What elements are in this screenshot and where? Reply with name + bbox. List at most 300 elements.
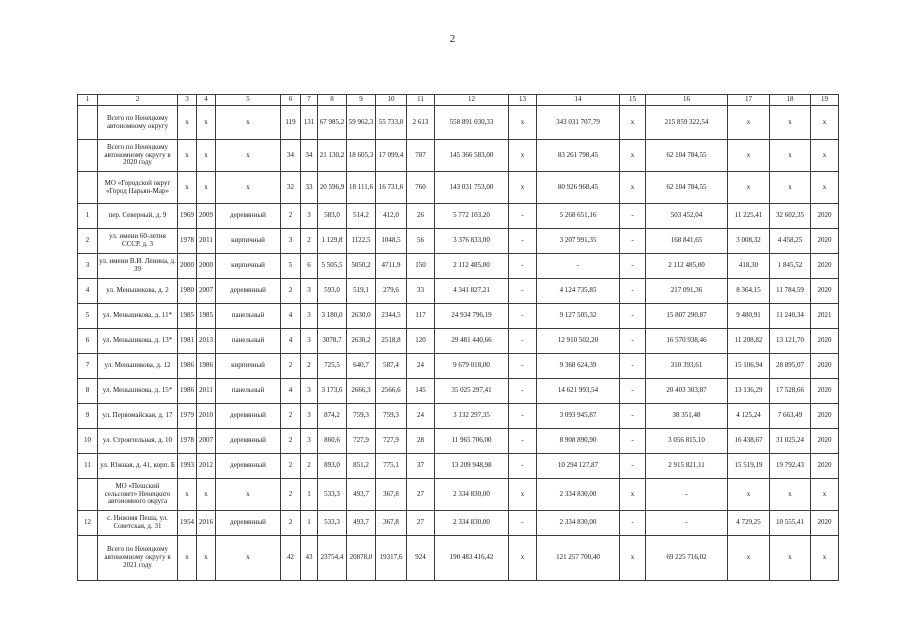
table-cell: 34: [281, 140, 301, 172]
table-cell: 121 257 700,40: [537, 536, 620, 581]
table-cell: 2020: [811, 329, 839, 354]
table-cell: 493,7: [347, 479, 376, 511]
table-cell: х: [216, 479, 281, 511]
table-cell: 2016: [197, 511, 216, 536]
table-row: [78, 429, 839, 454]
table-cell: 8: [78, 379, 98, 404]
table-cell: 519,1: [347, 279, 376, 304]
table-cell: 533,3: [318, 479, 347, 511]
table-cell: -: [620, 379, 646, 404]
table-cell: 1122,5: [347, 229, 376, 254]
table-cell: 3: [301, 279, 318, 304]
table-cell: -: [509, 354, 537, 379]
table-cell: 1969: [178, 204, 197, 229]
table-cell: 1978: [178, 429, 197, 454]
table-cell: 1: [301, 511, 318, 536]
table-cell: 2518,8: [376, 329, 407, 354]
table-cell: 217 091,36: [646, 279, 728, 304]
table-cell: 5050,2: [347, 254, 376, 279]
table-cell: х: [728, 106, 770, 140]
housing-register-table: [77, 94, 839, 581]
table-cell: 20 403 303,87: [646, 379, 728, 404]
table-cell: 2 915 821,11: [646, 454, 728, 479]
table-cell: 24 934 796,19: [435, 304, 509, 329]
table-row: [78, 140, 839, 172]
table-cell: 3: [301, 204, 318, 229]
table-cell: 1: [301, 479, 318, 511]
table-cell: ул. Меньшикова, д. 2: [98, 279, 178, 304]
table-cell: [78, 479, 98, 511]
table-row: [78, 172, 839, 204]
table-cell: 3: [301, 304, 318, 329]
table-cell: -: [620, 511, 646, 536]
table-cell: 418,30: [728, 254, 770, 279]
table-cell: 16 438,67: [728, 429, 770, 454]
table-cell: 593,0: [318, 279, 347, 304]
table-cell: 9 679 018,00: [435, 354, 509, 379]
column-number: 11: [407, 95, 435, 106]
table-cell: 28 895,07: [770, 354, 811, 379]
table-cell: 2000: [178, 254, 197, 279]
table-row: [78, 229, 839, 254]
table-cell: МО «Пешский сельсовет» Ненецкого автономного округа: [98, 479, 178, 511]
table-cell: 759,3: [376, 404, 407, 429]
table-cell: 2: [281, 204, 301, 229]
table-cell: 29 481 440,66: [435, 329, 509, 354]
table-cell: 20878,0: [347, 536, 376, 581]
table-cell: -: [620, 429, 646, 454]
table-cell: х: [728, 479, 770, 511]
table-cell: 367,8: [376, 479, 407, 511]
table-cell: 367,8: [376, 511, 407, 536]
table-cell: 3078,7: [318, 329, 347, 354]
table-cell: 2 334 830,00: [435, 479, 509, 511]
table-cell: 11 208,82: [728, 329, 770, 354]
table-cell: 2: [281, 279, 301, 304]
table-cell: 775,1: [376, 454, 407, 479]
table-row: [78, 304, 839, 329]
table-cell: 19317,6: [376, 536, 407, 581]
table-cell: 2: [301, 354, 318, 379]
page-number: 2: [449, 33, 456, 45]
table-cell: деревянный: [216, 279, 281, 304]
table-cell: 37: [407, 454, 435, 479]
table-row: [78, 279, 839, 304]
table-cell: 35 025 297,41: [435, 379, 509, 404]
table-cell: х: [178, 106, 197, 140]
table-cell: х: [216, 140, 281, 172]
table-cell: 4: [281, 304, 301, 329]
column-number: 12: [435, 95, 509, 106]
table-cell: 145: [407, 379, 435, 404]
table-cell: 2: [281, 354, 301, 379]
table-cell: 12: [78, 511, 98, 536]
table-cell: х: [728, 172, 770, 204]
table-cell: 727,9: [376, 429, 407, 454]
table-cell: 893,0: [318, 454, 347, 479]
table-cell: х: [620, 479, 646, 511]
table-cell: 11 225,41: [728, 204, 770, 229]
table-cell: 1993: [178, 454, 197, 479]
table-cell: 215 859 322,54: [646, 106, 728, 140]
table-cell: 24: [407, 404, 435, 429]
table-cell: 2 613: [407, 106, 435, 140]
column-number: 6: [281, 95, 301, 106]
table-cell: 27: [407, 479, 435, 511]
table-cell: 503 452,04: [646, 204, 728, 229]
table-cell: 17 099,4: [376, 140, 407, 172]
table-cell: 759,3: [347, 404, 376, 429]
table-cell: 874,2: [318, 404, 347, 429]
table-cell: 3 173,6: [318, 379, 347, 404]
table-cell: -: [509, 229, 537, 254]
table-cell: 120: [407, 329, 435, 354]
table-cell: -: [537, 254, 620, 279]
column-number: 7: [301, 95, 318, 106]
table-cell: 2020: [811, 429, 839, 454]
table-cell: 1986: [178, 379, 197, 404]
table-cell: х: [770, 106, 811, 140]
table-cell: 2020: [811, 354, 839, 379]
table-cell: х: [509, 140, 537, 172]
column-number: 5: [216, 95, 281, 106]
table-cell: 143 031 753,00: [435, 172, 509, 204]
table-cell: 2 334 830,00: [435, 511, 509, 536]
table-cell: 4: [281, 379, 301, 404]
table-cell: кирпичный: [216, 254, 281, 279]
table-cell: 1980: [178, 279, 197, 304]
table-cell: 4 125,24: [728, 404, 770, 429]
table-cell: 5: [281, 254, 301, 279]
table-cell: 3 056 815,10: [646, 429, 728, 454]
table-cell: х: [197, 172, 216, 204]
table-cell: х: [770, 140, 811, 172]
table-cell: 10 294 127,87: [537, 454, 620, 479]
table-cell: 533,3: [318, 511, 347, 536]
table-cell: панельный: [216, 329, 281, 354]
table-cell: 1 129,8: [318, 229, 347, 254]
table-cell: 43: [301, 536, 318, 581]
table-cell: 2666,3: [347, 379, 376, 404]
table-cell: 59 962,3: [347, 106, 376, 140]
table-cell: кирпичный: [216, 229, 281, 254]
table-cell: 2020: [811, 229, 839, 254]
table-cell: 514,2: [347, 204, 376, 229]
table-cell: 2000: [197, 254, 216, 279]
table-cell: х: [197, 140, 216, 172]
table-cell: -: [509, 329, 537, 354]
column-number: 4: [197, 95, 216, 106]
table-cell: 2020: [811, 204, 839, 229]
table-cell: 343 031 707,79: [537, 106, 620, 140]
table-cell: 4: [78, 279, 98, 304]
table-cell: 20 596,9: [318, 172, 347, 204]
table-cell: 587,4: [376, 354, 407, 379]
table-cell: 2 112 485,00: [646, 254, 728, 279]
table-cell: ул. Строительная, д. 10: [98, 429, 178, 454]
table-cell: 412,0: [376, 204, 407, 229]
table-cell: х: [178, 536, 197, 581]
table-cell: 583,0: [318, 204, 347, 229]
table-cell: панельный: [216, 304, 281, 329]
table-cell: 2010: [197, 404, 216, 429]
table-cell: пер. Северный, д. 9: [98, 204, 178, 229]
table-cell: 4 458,25: [770, 229, 811, 254]
table-row: [78, 354, 839, 379]
table-cell: 38 351,48: [646, 404, 728, 429]
table-cell: 924: [407, 536, 435, 581]
table-cell: 4: [281, 329, 301, 354]
table-cell: 190 483 416,42: [435, 536, 509, 581]
table-cell: 1979: [178, 404, 197, 429]
table-cell: -: [509, 511, 537, 536]
table-cell: Всего по Ненецкому автономному округу в 2021 году: [98, 536, 178, 581]
table-cell: 168 841,65: [646, 229, 728, 254]
table-cell: 10: [78, 429, 98, 454]
table-cell: 32: [281, 172, 301, 204]
table-cell: 4 729,25: [728, 511, 770, 536]
table-cell: 2566,6: [376, 379, 407, 404]
table-cell: 3 093 945,87: [537, 404, 620, 429]
table-cell: ул. имени 60-летия СССР, д. 3: [98, 229, 178, 254]
table-row: [78, 254, 839, 279]
column-number: 8: [318, 95, 347, 106]
table-cell: 33: [301, 172, 318, 204]
table-cell: 5: [78, 304, 98, 329]
table-cell: 5 772 103,20: [435, 204, 509, 229]
table-cell: 2: [281, 404, 301, 429]
column-number: 14: [537, 95, 620, 106]
table-cell: -: [509, 204, 537, 229]
table-cell: 1048,5: [376, 229, 407, 254]
table-cell: 32 602,35: [770, 204, 811, 229]
table-cell: деревянный: [216, 454, 281, 479]
table-cell: 2 112 485,00: [435, 254, 509, 279]
table-cell: -: [620, 204, 646, 229]
table-cell: 3: [301, 404, 318, 429]
table-cell: 2 334 830,00: [537, 479, 620, 511]
table-cell: 21 130,2: [318, 140, 347, 172]
table-cell: х: [811, 106, 839, 140]
table-cell: 2021: [811, 304, 839, 329]
table-cell: 83 261 798,45: [537, 140, 620, 172]
table-row: [78, 511, 839, 536]
table-cell: 150: [407, 254, 435, 279]
table-cell: 3 180,0: [318, 304, 347, 329]
table-cell: -: [509, 404, 537, 429]
table-cell: 2020: [811, 254, 839, 279]
table-cell: 2013: [197, 329, 216, 354]
table-cell: 9 127 505,32: [537, 304, 620, 329]
table-cell: 2: [281, 511, 301, 536]
table-cell: 493,7: [347, 511, 376, 536]
table-cell: х: [811, 479, 839, 511]
table-cell: 2630,0: [347, 304, 376, 329]
table-cell: ул. имени В.И. Ленина, д. 39: [98, 254, 178, 279]
table-cell: 24: [407, 354, 435, 379]
table-cell: 145 366 583,00: [435, 140, 509, 172]
table-cell: 1986: [178, 354, 197, 379]
table-cell: 9: [78, 404, 98, 429]
table-cell: 17 528,66: [770, 379, 811, 404]
table-cell: ул. Первомайская, д. 17: [98, 404, 178, 429]
table-cell: х: [811, 172, 839, 204]
table-cell: -: [620, 254, 646, 279]
table-cell: 2: [78, 229, 98, 254]
table-cell: х: [197, 536, 216, 581]
table-cell: -: [620, 279, 646, 304]
table-cell: 1985: [197, 304, 216, 329]
table-cell: 3 132 297,35: [435, 404, 509, 429]
table-cell: 117: [407, 304, 435, 329]
table-cell: х: [216, 172, 281, 204]
table-cell: х: [216, 106, 281, 140]
table-cell: х: [620, 140, 646, 172]
table-cell: 55 733,0: [376, 106, 407, 140]
table-cell: -: [646, 479, 728, 511]
table-cell: 13 121,70: [770, 329, 811, 354]
table-cell: 2020: [811, 279, 839, 304]
table-cell: х: [178, 479, 197, 511]
table-cell: 851,2: [347, 454, 376, 479]
table-row: [78, 479, 839, 511]
table-cell: 7: [78, 354, 98, 379]
table-cell: 1986: [197, 354, 216, 379]
table-cell: 5 505,5: [318, 254, 347, 279]
table-cell: 279,6: [376, 279, 407, 304]
table-cell: х: [509, 106, 537, 140]
table-row: [78, 454, 839, 479]
table-row: [78, 536, 839, 581]
table-cell: деревянный: [216, 204, 281, 229]
table-cell: 62 104 784,55: [646, 140, 728, 172]
table-cell: 16 731,6: [376, 172, 407, 204]
table-cell: 2: [281, 429, 301, 454]
table-cell: 787: [407, 140, 435, 172]
column-number: 19: [811, 95, 839, 106]
table-cell: [78, 140, 98, 172]
table-cell: 27: [407, 511, 435, 536]
table-cell: 4711,9: [376, 254, 407, 279]
table-cell: -: [509, 379, 537, 404]
table-cell: 2020: [811, 511, 839, 536]
table-cell: кирпичный: [216, 354, 281, 379]
table-cell: 2007: [197, 429, 216, 454]
table-cell: 23754,4: [318, 536, 347, 581]
table-cell: 56: [407, 229, 435, 254]
column-number: 13: [509, 95, 537, 106]
table-cell: 1978: [178, 229, 197, 254]
table-row: [78, 379, 839, 404]
table-cell: деревянный: [216, 429, 281, 454]
table-cell: 2630,2: [347, 329, 376, 354]
table-cell: 6: [78, 329, 98, 354]
table-cell: 62 104 784,55: [646, 172, 728, 204]
column-number: 15: [620, 95, 646, 106]
table-cell: х: [178, 140, 197, 172]
table-row: [78, 106, 839, 140]
table-cell: х: [728, 536, 770, 581]
table-cell: х: [770, 536, 811, 581]
table-cell: 18 111,6: [347, 172, 376, 204]
table-cell: 2012: [197, 454, 216, 479]
table-cell: 13 136,29: [728, 379, 770, 404]
table-cell: 33: [407, 279, 435, 304]
table-cell: -: [509, 279, 537, 304]
table-cell: 310 393,61: [646, 354, 728, 379]
table-cell: х: [178, 172, 197, 204]
table-cell: 80 926 968,45: [537, 172, 620, 204]
table-cell: 727,9: [347, 429, 376, 454]
table-cell: -: [509, 254, 537, 279]
table-cell: 4 124 735,85: [537, 279, 620, 304]
table-row: [78, 329, 839, 354]
table-cell: 6: [301, 254, 318, 279]
column-number: 10: [376, 95, 407, 106]
table-cell: 18 605,3: [347, 140, 376, 172]
column-number-row: [78, 95, 839, 106]
table-cell: 2020: [811, 404, 839, 429]
table-cell: [78, 106, 98, 140]
table-cell: 11 965 706,00: [435, 429, 509, 454]
table-cell: 26: [407, 204, 435, 229]
table-cell: х: [197, 106, 216, 140]
table-cell: 1954: [178, 511, 197, 536]
table-cell: 4 341 827,21: [435, 279, 509, 304]
table-cell: Всего по Ненецкому автономному округу в 2020 году: [98, 140, 178, 172]
table-cell: х: [770, 479, 811, 511]
table-cell: [78, 172, 98, 204]
column-number: 9: [347, 95, 376, 106]
table-cell: 2 334 830,00: [537, 511, 620, 536]
table-cell: ул. Меньшикова, д. 11*: [98, 304, 178, 329]
table-cell: 15 519,19: [728, 454, 770, 479]
table-cell: -: [646, 511, 728, 536]
table-cell: 2: [281, 454, 301, 479]
table-cell: 3 207 991,35: [537, 229, 620, 254]
table-cell: ул. Меньшикова, д. 15*: [98, 379, 178, 404]
table-cell: ул. Меньшикова, д. 12: [98, 354, 178, 379]
column-number: 16: [646, 95, 728, 106]
table-cell: 725,5: [318, 354, 347, 379]
table-cell: 8 364,15: [728, 279, 770, 304]
table-cell: 558 891 030,33: [435, 106, 509, 140]
table-cell: -: [620, 404, 646, 429]
table-cell: 11 784,59: [770, 279, 811, 304]
table-row: [78, 204, 839, 229]
table-cell: деревянный: [216, 511, 281, 536]
table-cell: х: [620, 536, 646, 581]
table-cell: 7 663,49: [770, 404, 811, 429]
column-number: 2: [98, 95, 178, 106]
column-number: 17: [728, 95, 770, 106]
table-cell: 2011: [197, 229, 216, 254]
table-cell: МО «Городской округ «Город Нарьян-Мар»: [98, 172, 178, 204]
table-cell: 3: [301, 379, 318, 404]
table-cell: 2007: [197, 279, 216, 304]
table-cell: -: [620, 329, 646, 354]
table-cell: -: [620, 304, 646, 329]
table-cell: х: [620, 172, 646, 204]
table-cell: х: [770, 172, 811, 204]
table-cell: 16 570 938,46: [646, 329, 728, 354]
table-cell: 2: [281, 479, 301, 511]
table-cell: 3: [301, 329, 318, 354]
table-cell: 3: [78, 254, 98, 279]
table-cell: х: [509, 479, 537, 511]
table-cell: 860,6: [318, 429, 347, 454]
table-cell: х: [216, 536, 281, 581]
